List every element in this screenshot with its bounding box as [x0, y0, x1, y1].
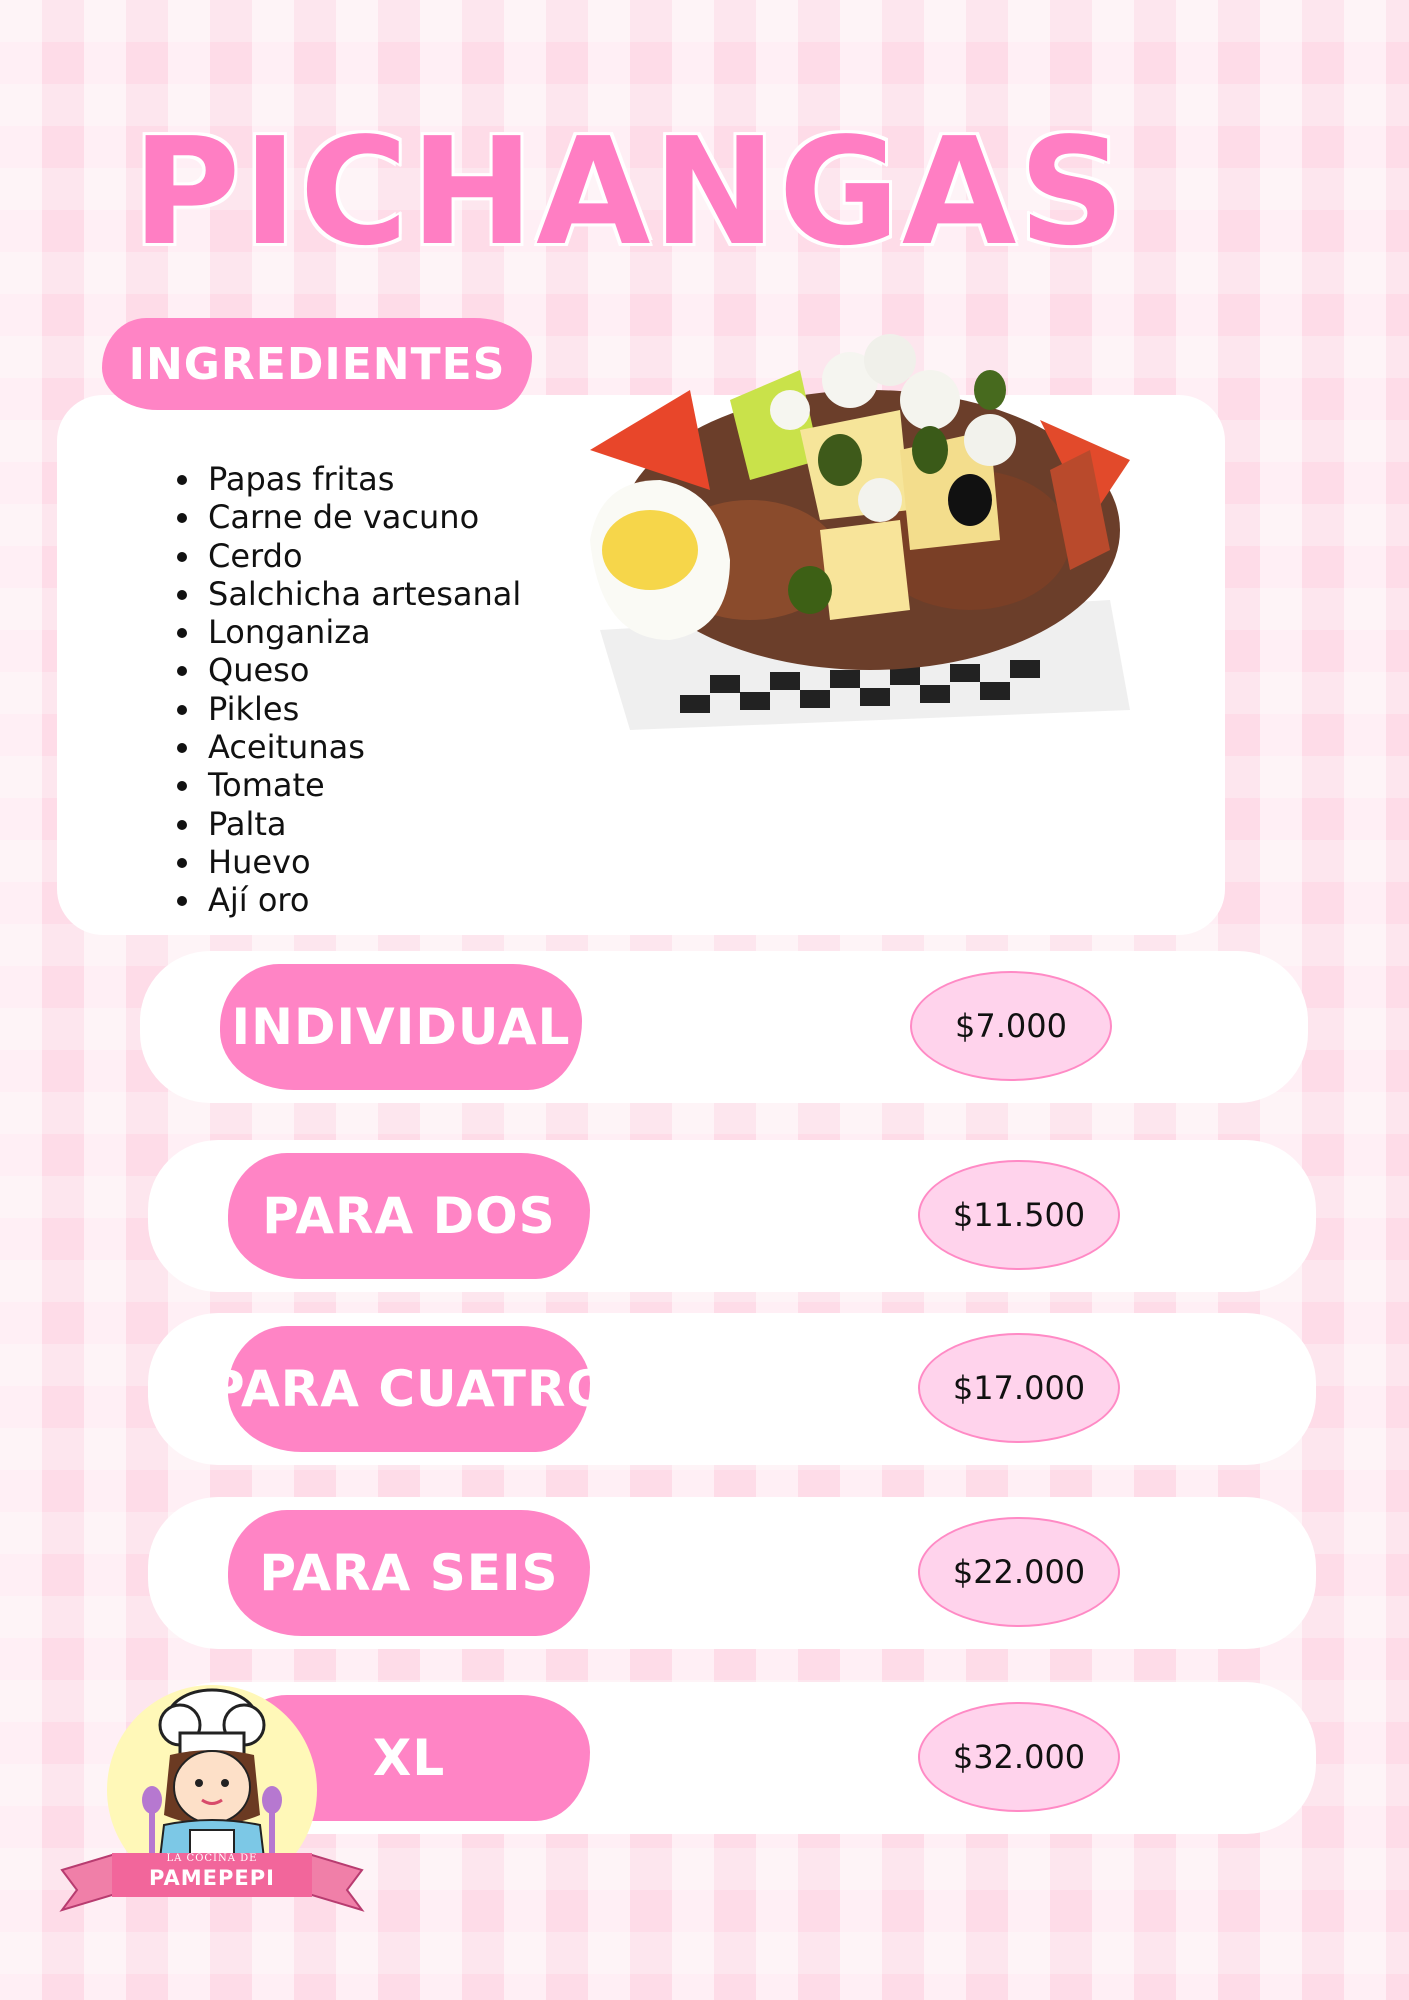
size-label-pill — [220, 964, 582, 1090]
size-label: INDIVIDUAL — [231, 998, 571, 1056]
price-value: $22.000 — [952, 1553, 1086, 1591]
brand-logo — [52, 1675, 372, 1925]
ingredients-heading-pill — [102, 318, 532, 410]
ingredient-item: • Queso — [204, 651, 521, 689]
size-label-pill — [207, 1326, 611, 1452]
price-badge — [910, 971, 1112, 1081]
size-label: PARA SEIS — [259, 1544, 559, 1602]
ingredient-item: • Salchicha artesanal — [204, 575, 521, 613]
size-label: PARA DOS — [262, 1187, 556, 1245]
ingredient-item: • Palta — [204, 805, 521, 843]
ingredient-item: • Huevo — [204, 843, 521, 881]
ingredients-list — [170, 460, 521, 920]
logo-text-small: LA COCINA DE — [166, 1853, 258, 1864]
price-row-para-dos — [148, 1140, 1316, 1292]
price-row-para-seis — [148, 1497, 1316, 1649]
ingredient-item: • Carne de vacuno — [204, 498, 521, 536]
ingredient-item: • Pikles — [204, 690, 521, 728]
price-value: $32.000 — [952, 1738, 1086, 1776]
price-value: $11.500 — [952, 1196, 1086, 1234]
size-label: XL — [372, 1729, 446, 1787]
ingredient-item: • Aceitunas — [204, 728, 521, 766]
size-label-pill — [228, 1510, 590, 1636]
price-badge — [918, 1160, 1120, 1270]
price-badge — [918, 1702, 1120, 1812]
ingredient-item: • Papas fritas — [204, 460, 521, 498]
page-title: PICHANGAS — [132, 106, 1128, 278]
logo-text-brand: PAMEPEPI — [149, 1866, 275, 1890]
price-badge — [918, 1517, 1120, 1627]
ingredients-heading: INGREDIENTES — [128, 338, 506, 390]
price-row-para-cuatro — [148, 1313, 1316, 1465]
price-row-individual — [140, 951, 1308, 1103]
ingredient-item: • Longaniza — [204, 613, 521, 651]
ingredient-item: • Tomate — [204, 766, 521, 804]
pichanga-food-image — [570, 310, 1140, 730]
size-label: PARA CUATRO — [207, 1360, 611, 1418]
ingredient-item: • Ají oro — [204, 881, 521, 919]
ingredient-item: • Cerdo — [204, 537, 521, 575]
price-badge — [918, 1333, 1120, 1443]
price-value: $7.000 — [955, 1007, 1067, 1045]
size-label-pill — [228, 1153, 590, 1279]
price-value: $17.000 — [952, 1369, 1086, 1407]
